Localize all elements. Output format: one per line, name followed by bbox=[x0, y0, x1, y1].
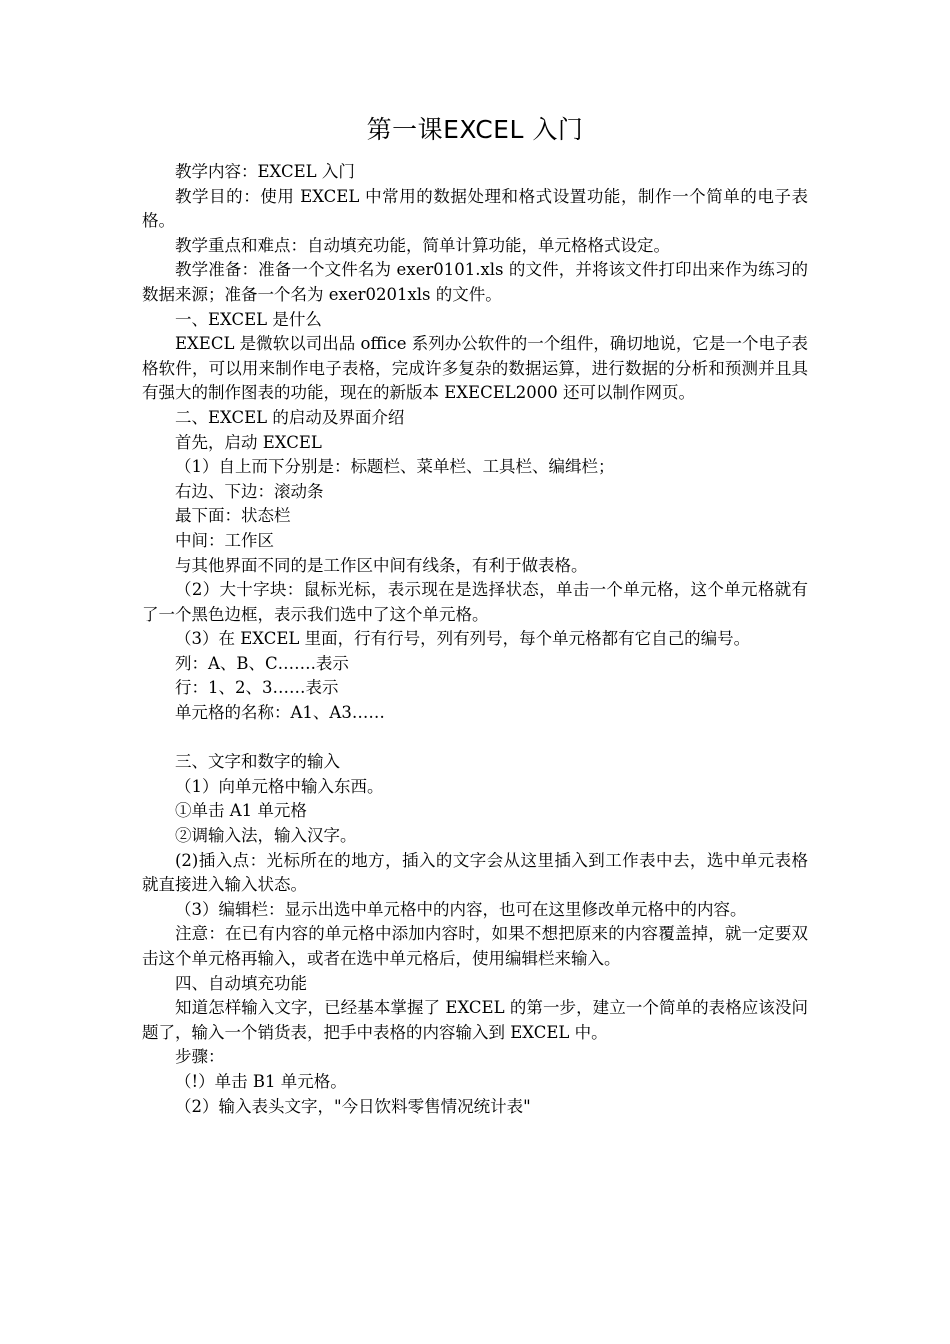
section-heading-1: 一、EXCEL 是什么 bbox=[175, 309, 322, 329]
paragraph-cell-names: 单元格的名称：A1、A3…… bbox=[175, 703, 385, 723]
paragraph-what-is-excel: EXECL 是微软以司出品 office 系列办公软件的一个组件，确切地说，它是一个电子表格软件，可以用来制作电子表格，完成许多复杂的数据运算，进行数据的分析和预测并且具有强大的制作图表的功能，现在的新版本 EXECEL2000 还可以制作网页。 bbox=[142, 334, 808, 403]
paragraph-start-excel: 首先，启动 EXCEL bbox=[175, 432, 322, 452]
paragraph-teaching-content: 教学内容：EXCEL 入门 bbox=[175, 162, 355, 181]
paragraph-row-column: （3）在 EXCEL 里面，行有行号，列有列号，每个单元格都有它自己的编号。 bbox=[175, 629, 751, 649]
paragraph-insertion-point: (2)插入点：光标所在的地方，插入的文字会从这里插入到工作表中去，选中单元表格就直接进入输入状态。 bbox=[142, 850, 808, 895]
paragraph-input-method: ②调输入法，输入汉字。 bbox=[175, 826, 357, 846]
paragraph-workarea: 中间：工作区 bbox=[175, 530, 274, 550]
paragraph-gridlines: 与其他界面不同的是工作区中间有线条，有利于做表格。 bbox=[175, 555, 588, 575]
blank-line bbox=[142, 726, 808, 751]
paragraph-input-step-1: （1）向单元格中输入东西。 bbox=[175, 776, 384, 796]
paragraph-rows: 行：1、2、3……表示 bbox=[175, 678, 339, 698]
paragraph-statusbar: 最下面：状态栏 bbox=[175, 506, 291, 526]
paragraph-click-a1: ①单击 A1 单元格 bbox=[175, 801, 307, 821]
paragraph-preparation: 教学准备：准备一个文件名为 exer0101.xls 的文件，并将该文件打印出来作为练习的数据来源；准备一个名为 exer0201xls 的文件。 bbox=[142, 260, 808, 304]
section-heading-4: 四、自动填充功能 bbox=[175, 973, 307, 993]
paragraph-scrollbars: 右边、下边：滚动条 bbox=[175, 481, 324, 501]
section-heading-2: 二、EXCEL 的启动及界面介绍 bbox=[175, 407, 405, 427]
paragraph-step-header-text: （2）输入表头文字，"今日饮料零售情况统计表" bbox=[175, 1096, 531, 1116]
paragraph-edit-bar: （3）编辑栏：显示出选中单元格中的内容，也可在这里修改单元格中的内容。 bbox=[175, 899, 747, 919]
paragraph-columns: 列：A、B、C…….表示 bbox=[175, 653, 349, 673]
paragraph-teaching-goal: 教学目的：使用 EXCEL 中常用的数据处理和格式设置功能，制作一个简单的电子表格。 bbox=[142, 186, 808, 231]
section-heading-3: 三、文字和数字的输入 bbox=[175, 752, 340, 772]
paragraph-autofill-intro: 知道怎样输入文字，已经基本掌握了 EXCEL 的第一步，建立一个简单的表格应该没问题了，输入一个销货表，把手中表格的内容输入到 EXCEL 中。 bbox=[142, 998, 808, 1042]
paragraph-interface-bars: （1）自上而下分别是：标题栏、菜单栏、工具栏、编缉栏； bbox=[175, 457, 615, 477]
paragraph-cursor: （2）大十字块：鼠标光标，表示现在是选择状态，单击一个单元格，这个单元格就有了一个黑色边框，表示我们选中了这个单元格。 bbox=[142, 580, 808, 624]
paragraph-step-click-b1: （!）单击 B1 单元格。 bbox=[175, 1071, 347, 1091]
paragraph-note: 注意：在已有内容的单元格中添加内容时，如果不想把原来的内容覆盖掉，就一定要双击这个单元格再输入，或者在选中单元格后，使用编辑栏来输入。 bbox=[142, 924, 808, 968]
paragraph-key-points: 教学重点和难点：自动填充功能，简单计算功能，单元格格式设定。 bbox=[175, 235, 670, 255]
document-title: 第一课EXCEL 入门 bbox=[366, 115, 584, 144]
paragraph-steps-label: 步骤： bbox=[175, 1047, 225, 1067]
document-page bbox=[142, 112, 808, 1119]
